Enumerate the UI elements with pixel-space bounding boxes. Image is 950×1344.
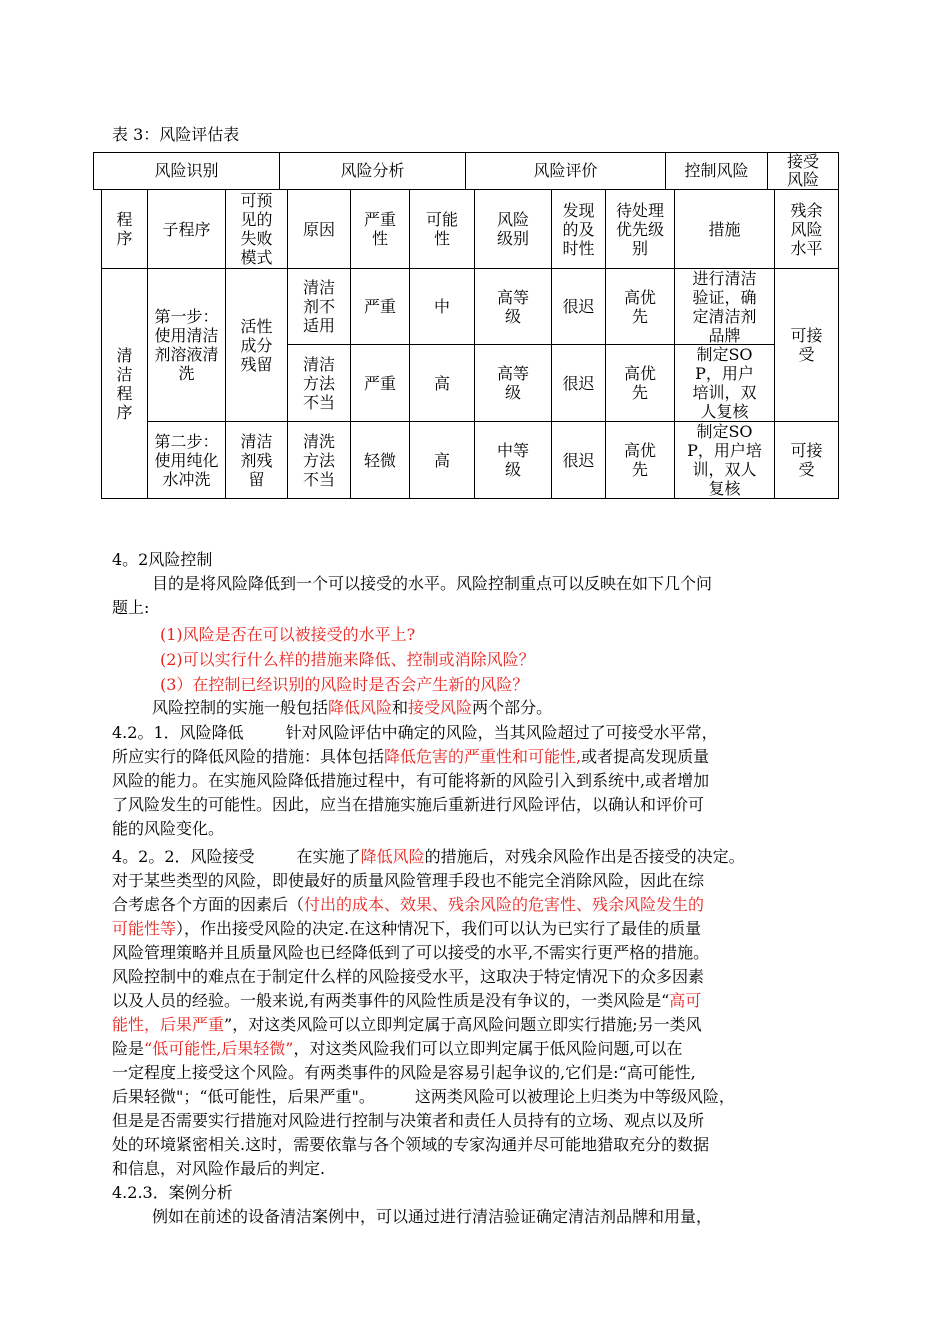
- paragraph-line: 但是是否需要实行措施对风险进行控制与决策者和责任人员持有的立场、观点以及所: [112, 1111, 705, 1130]
- cell-r3-likelihood: 高: [433, 450, 450, 470]
- paragraph-line: 后果轻微"；“低可能性，后果严重"。 这两类风险可以被理论上归类为中等级风险，: [112, 1087, 735, 1106]
- paragraph-line: 风险管理策略并且质量风险也已经降低到了可以接受的水平,不需实行更严格的措施。: [112, 943, 710, 962]
- cell-step2-failure: 清洁剂残留: [240, 431, 273, 489]
- cell-step2-residual: 可接受: [790, 441, 823, 479]
- cell-r1-likelihood: 中: [433, 297, 450, 316]
- cell-r1-cause: 清洁剂不适用: [302, 278, 335, 335]
- col-header-subprocedure: 子程序: [162, 219, 211, 239]
- paragraph-line: 可能性等），作出接受风险的决定.在这种情况下，我们可以认为已实行了最佳的质量: [112, 919, 702, 938]
- cell-r3-priority: 高优先: [624, 441, 657, 479]
- col-header-priority: 待处理优先级别: [616, 200, 665, 258]
- subheading-risk-acceptance: 4。2。2．风险接受: [112, 847, 255, 866]
- cell-procedure: 清洁程序: [116, 345, 133, 422]
- cell-step2-subprocedure: 第二步：使用纯化水冲洗: [154, 431, 219, 489]
- question-3: (3）在控制已经识别的风险时是否会产生新的风险？: [160, 675, 529, 694]
- paragraph-line: 题上:: [112, 598, 150, 617]
- section-4-2-2: 4。2。2．风险接受 在实施了降低风险的措施后，对残余风险作出是否接受的决定。: [112, 847, 745, 866]
- cell-r2-severity: 严重: [363, 373, 396, 393]
- col-header-cause: 原因: [302, 219, 335, 239]
- paragraph-line: 风险的能力。在实施风险降低措施过程中，有可能将新的风险引入到系统中,或者增加: [112, 771, 710, 790]
- paragraph-line: 能性，后果严重”，对这类风险可以立即判定属于高风险问题立即实行措施;另一类风: [112, 1015, 702, 1034]
- col-header-likelihood: 可能性: [426, 210, 459, 248]
- header-risk-evaluation: 风险评价: [533, 161, 598, 180]
- subheading-case-analysis: 4.2.3．案例分析: [112, 1183, 233, 1202]
- cell-r2-priority: 高优先: [624, 364, 657, 402]
- cell-r1-measure: 进行清洁验证，确定清洁剂品牌: [692, 268, 757, 345]
- paragraph-line: 对于某些类型的风险，即使最好的质量风险管理手段也不能完全消除风险，因此在综: [112, 871, 705, 890]
- cell-r2-detection: 很迟: [562, 373, 595, 393]
- paragraph-line: 合考虑各个方面的因素后（付出的成本、效果、残余风险的危害性、残余风险发生的: [112, 895, 705, 914]
- col-header-risk-level: 风险级别: [497, 210, 530, 248]
- cell-r3-severity: 轻微: [363, 450, 396, 470]
- cell-r1-detection: 很迟: [562, 297, 595, 316]
- cell-step1-subprocedure: 第一步：使用清洁剂溶液清洗: [154, 307, 219, 383]
- paragraph-line: 险是“低可能性,后果轻微”，对这类风险我们可以立即判定属于低风险问题,可以在: [112, 1039, 683, 1058]
- paragraph-line: 以及人员的经验。一般来说,有两类事件的风险性质是没有争议的，一类风险是“高可: [112, 991, 702, 1010]
- col-header-procedure: 程序: [116, 210, 133, 248]
- paragraph-line: 例如在前述的设备清洁案例中，可以通过进行清洁验证确定清洁剂品牌和用量，: [152, 1207, 713, 1226]
- question-2: (2)可以实行什么样的措施来降低、控制或消除风险？: [160, 650, 535, 669]
- header-risk-control: 控制风险: [684, 161, 749, 180]
- cell-r2-measure: 制定SOP，用户培训，双人复核: [692, 345, 757, 421]
- subheading-risk-reduction: 4.2。1．风险降低: [112, 723, 244, 742]
- section-4-2-1: 4.2。1．风险降低 针对风险评估中确定的风险，当其风险超过了可接受水平常，: [112, 723, 718, 742]
- col-header-measure: 措施: [708, 219, 741, 239]
- paragraph-line: 一定程度上接受这个风险。有两类事件的风险是容易引起争议的,它们是:“高可能性,: [112, 1063, 696, 1082]
- header-risk-identification: 风险识别: [154, 161, 219, 180]
- col-header-residual-risk: 残余风险水平: [790, 200, 823, 258]
- paragraph-line: 风险控制的实施一般包括降低风险和接受风险两个部分。: [152, 698, 553, 717]
- cell-r3-measure: 制定SOP，用户培训，双人复核: [687, 422, 762, 498]
- col-header-detection: 发现的及时性: [562, 200, 595, 258]
- paragraph-line: 能的风险变化。: [112, 819, 225, 838]
- cell-step1-failure: 活性成分残留: [240, 316, 273, 374]
- paragraph-line: 风险控制中的难点在于制定什么样的风险接受水平，这取决于特定情况下的众多因素: [112, 967, 705, 986]
- paragraph-line: 处的环境紧密相关.这时，需要依靠与各个领域的专家沟通并尽可能地猎取充分的数据: [112, 1135, 710, 1154]
- cell-r2-level: 高等级: [497, 364, 530, 402]
- cell-r3-cause: 清洗方法不当: [302, 431, 335, 489]
- paragraph-line: 所应实行的降低风险的措施：具体包括降低危害的严重性和可能性,或者提高发现质量: [112, 747, 710, 766]
- cell-r2-cause: 清洁方法不当: [302, 354, 335, 412]
- paragraph-line: 了风险发生的可能性。因此，应当在措施实施后重新进行风险评估，以确认和评价可: [112, 795, 705, 814]
- cell-r3-detection: 很迟: [562, 450, 595, 470]
- cell-r1-priority: 高优先: [624, 287, 657, 326]
- cell-r1-severity: 严重: [363, 297, 396, 316]
- paragraph-line: 和信息，对风险作最后的判定.: [112, 1159, 326, 1178]
- col-header-severity: 严重性: [364, 210, 397, 248]
- header-risk-acceptance: 接受风险: [786, 151, 819, 189]
- cell-step1-residual: 可接受: [790, 326, 823, 364]
- cell-r2-likelihood: 高: [433, 373, 450, 393]
- paragraph-line: 目的是将风险降低到一个可以接受的水平。风险控制重点可以反映在如下几个问: [152, 574, 713, 593]
- table-caption: 表 3：风险评估表: [112, 125, 240, 144]
- header-risk-analysis: 风险分析: [340, 161, 405, 180]
- section-heading-4-2: 4。2风险控制: [112, 550, 213, 569]
- cell-r1-level: 高等级: [497, 287, 530, 326]
- question-1: (1)风险是否在可以被接受的水平上?: [160, 625, 416, 644]
- cell-r3-level: 中等级: [497, 441, 530, 479]
- col-header-failure-mode: 可预见的失败模式: [240, 191, 273, 267]
